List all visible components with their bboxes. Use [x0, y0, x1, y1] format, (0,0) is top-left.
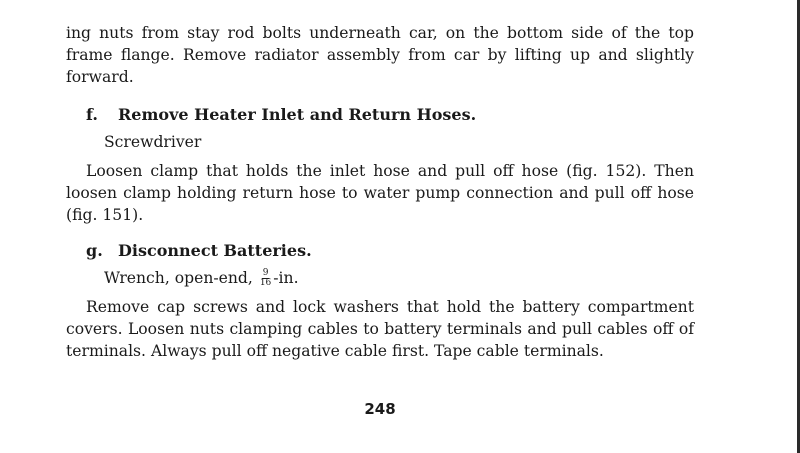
tool-wrench	[104, 267, 299, 289]
paragraph-heater-hoses: Loosen clamp that holds the inlet hose and pull off hose (fig. 152). Then loosen clamp holding return hose to water pump connection and pull off hose (fig. 151).	[66, 162, 694, 224]
section-letter-g: g.	[86, 241, 103, 260]
fraction-numerator: 9	[262, 267, 269, 278]
tool-screwdriver: Screwdriver	[104, 133, 202, 151]
paragraph-radiator-removal: ing nuts from stay rod bolts underneath car, on the bottom side of the top frame flange. Remove radiator assembly from car by lifting up and slightly forward.	[66, 24, 694, 86]
section-heading-g	[86, 240, 312, 262]
paragraph-disconnect-batteries: Remove cap screws and lock washers that hold the battery compartment covers. Loosen nuts clamping cables to battery terminals and pull cables off of terminals. Always pull off negative cable first. Tape cable terminals.	[66, 298, 694, 360]
tool-wrench-prefix: Wrench, open-end,	[104, 269, 258, 287]
section-title-f: Remove Heater Inlet and Return Hoses.	[118, 105, 477, 124]
fraction-denominator: 16	[259, 277, 272, 288]
page-number: 248	[364, 400, 396, 418]
section-letter-f: f.	[86, 105, 98, 124]
section-heading-f	[86, 104, 476, 126]
tool-wrench-suffix: -in.	[273, 269, 299, 287]
section-title-g: Disconnect Batteries.	[118, 241, 312, 260]
tool-wrench-fraction	[259, 269, 272, 288]
